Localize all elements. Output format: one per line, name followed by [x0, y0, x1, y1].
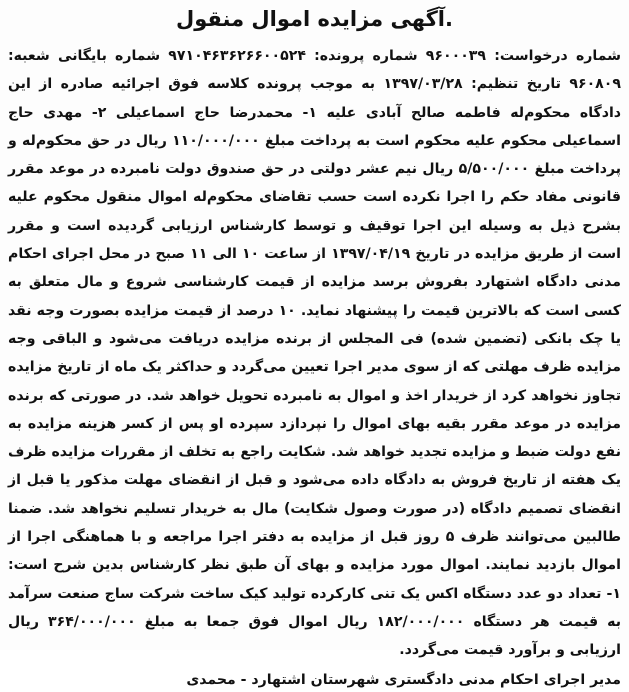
notice-body: شماره درخواست: ۹۶۰۰۰۳۹ شماره پرونده: ۹۷۱۰۴۶۳۶۲۶۶۰۰۵۲۴ شماره بایگانی شعبه: ۹۶۰۸۰۹ تاریخ تنظیم: ۱۳۹۷/۰۳/۲۸ به موجب پرونده کلاسه فوق اجرائیه صادره از این دادگاه محکوم‌له فاطمه صالح آبادی علیه ۱- محمدرضا حاج اسماعیلی ۲- مهدی حاج اسماعیلی محکوم علیه محکوم است به پرداخت مبلغ ۱۱۰/۰۰۰/۰۰۰ ریال در حق محکوم‌له و پرداخت مبلغ ۵/۵۰۰/۰۰۰ ریال نیم عشر دولتی در حق صندوق دولت نامبرده در موعد مقرر قانونی مفاد حکم را اجرا نکرده است حسب تقاضای محکوم‌له اموال منقول محکوم علیه بشرح ذیل به وسیله این اجرا توقیف و توسط کارشناس ارزیابی گردیده است و مقرر است از طریق مزایده در تاریخ ۱۳۹۷/۰۴/۱۹ از ساعت ۱۰ الی ۱۱ صبح در محل اجرای احکام مدنی دادگاه اشتهارد بفروش برسد مزایده از قیمت کارشناسی شروع و مال متعلق به کسی است که بالاترین قیمت را پیشنهاد نماید. ۱۰ درصد از قیمت مزایده بصورت وجه نقد یا چک بانکی (تضمین شده) فی المجلس از برنده مزایده دریافت می‌شود و الباقی وجه مزایده ظرف مهلتی که از سوی مدیر اجرا تعیین می‌گردد و حداکثر یک ماه از تاریخ مزایده تجاوز نخواهد کرد از خریدار اخذ و اموال به نامبرده تحویل خواهد شد. در صورتی که برنده مزایده در موعد مقرر بقیه بهای اموال را نپردازد سپرده او پس از کسر هزینه مزایده به نفع دولت ضبط و مزایده تجدید خواهد شد. شکایت راجع به تخلف از مقررات مزایده ظرف یک هفته از تاریخ فروش به دادگاه داده می‌شود و قبل از انقضای مهلت مذکور یا قبل از انقضای تصمیم دادگاه (در صورت وصول شکایت) مال به خریدار تسلیم نخواهد شد. ضمنا طالبین می‌توانند ظرف ۵ روز قبل از مزایده به دفتر اجرا مراجعه و با هماهنگی اجرا از اموال بازدید نمایند. اموال مورد مزایده و بهای آن طبق نظر کارشناس بدین شرح است: ۱- تعداد دو عدد دستگاه اکس یک تنی کارکرده تولید کیک ساخت شرکت ساج صنعت سرآمد به قیمت هر دستگاه ۱۸۲/۰۰۰/۰۰۰ ریال اموال فوق جمعا به مبلغ ۳۶۴/۰۰۰/۰۰۰ ریال ارزیابی و برآورد قیمت می‌گردد.: [8, 48, 622, 659]
notice-signature: مدیر اجرای احکام مدنی دادگستری شهرستان اشتهارد - محمدی: [186, 671, 621, 688]
notice-title: .آگهی مزایده اموال منقول: [176, 7, 453, 31]
